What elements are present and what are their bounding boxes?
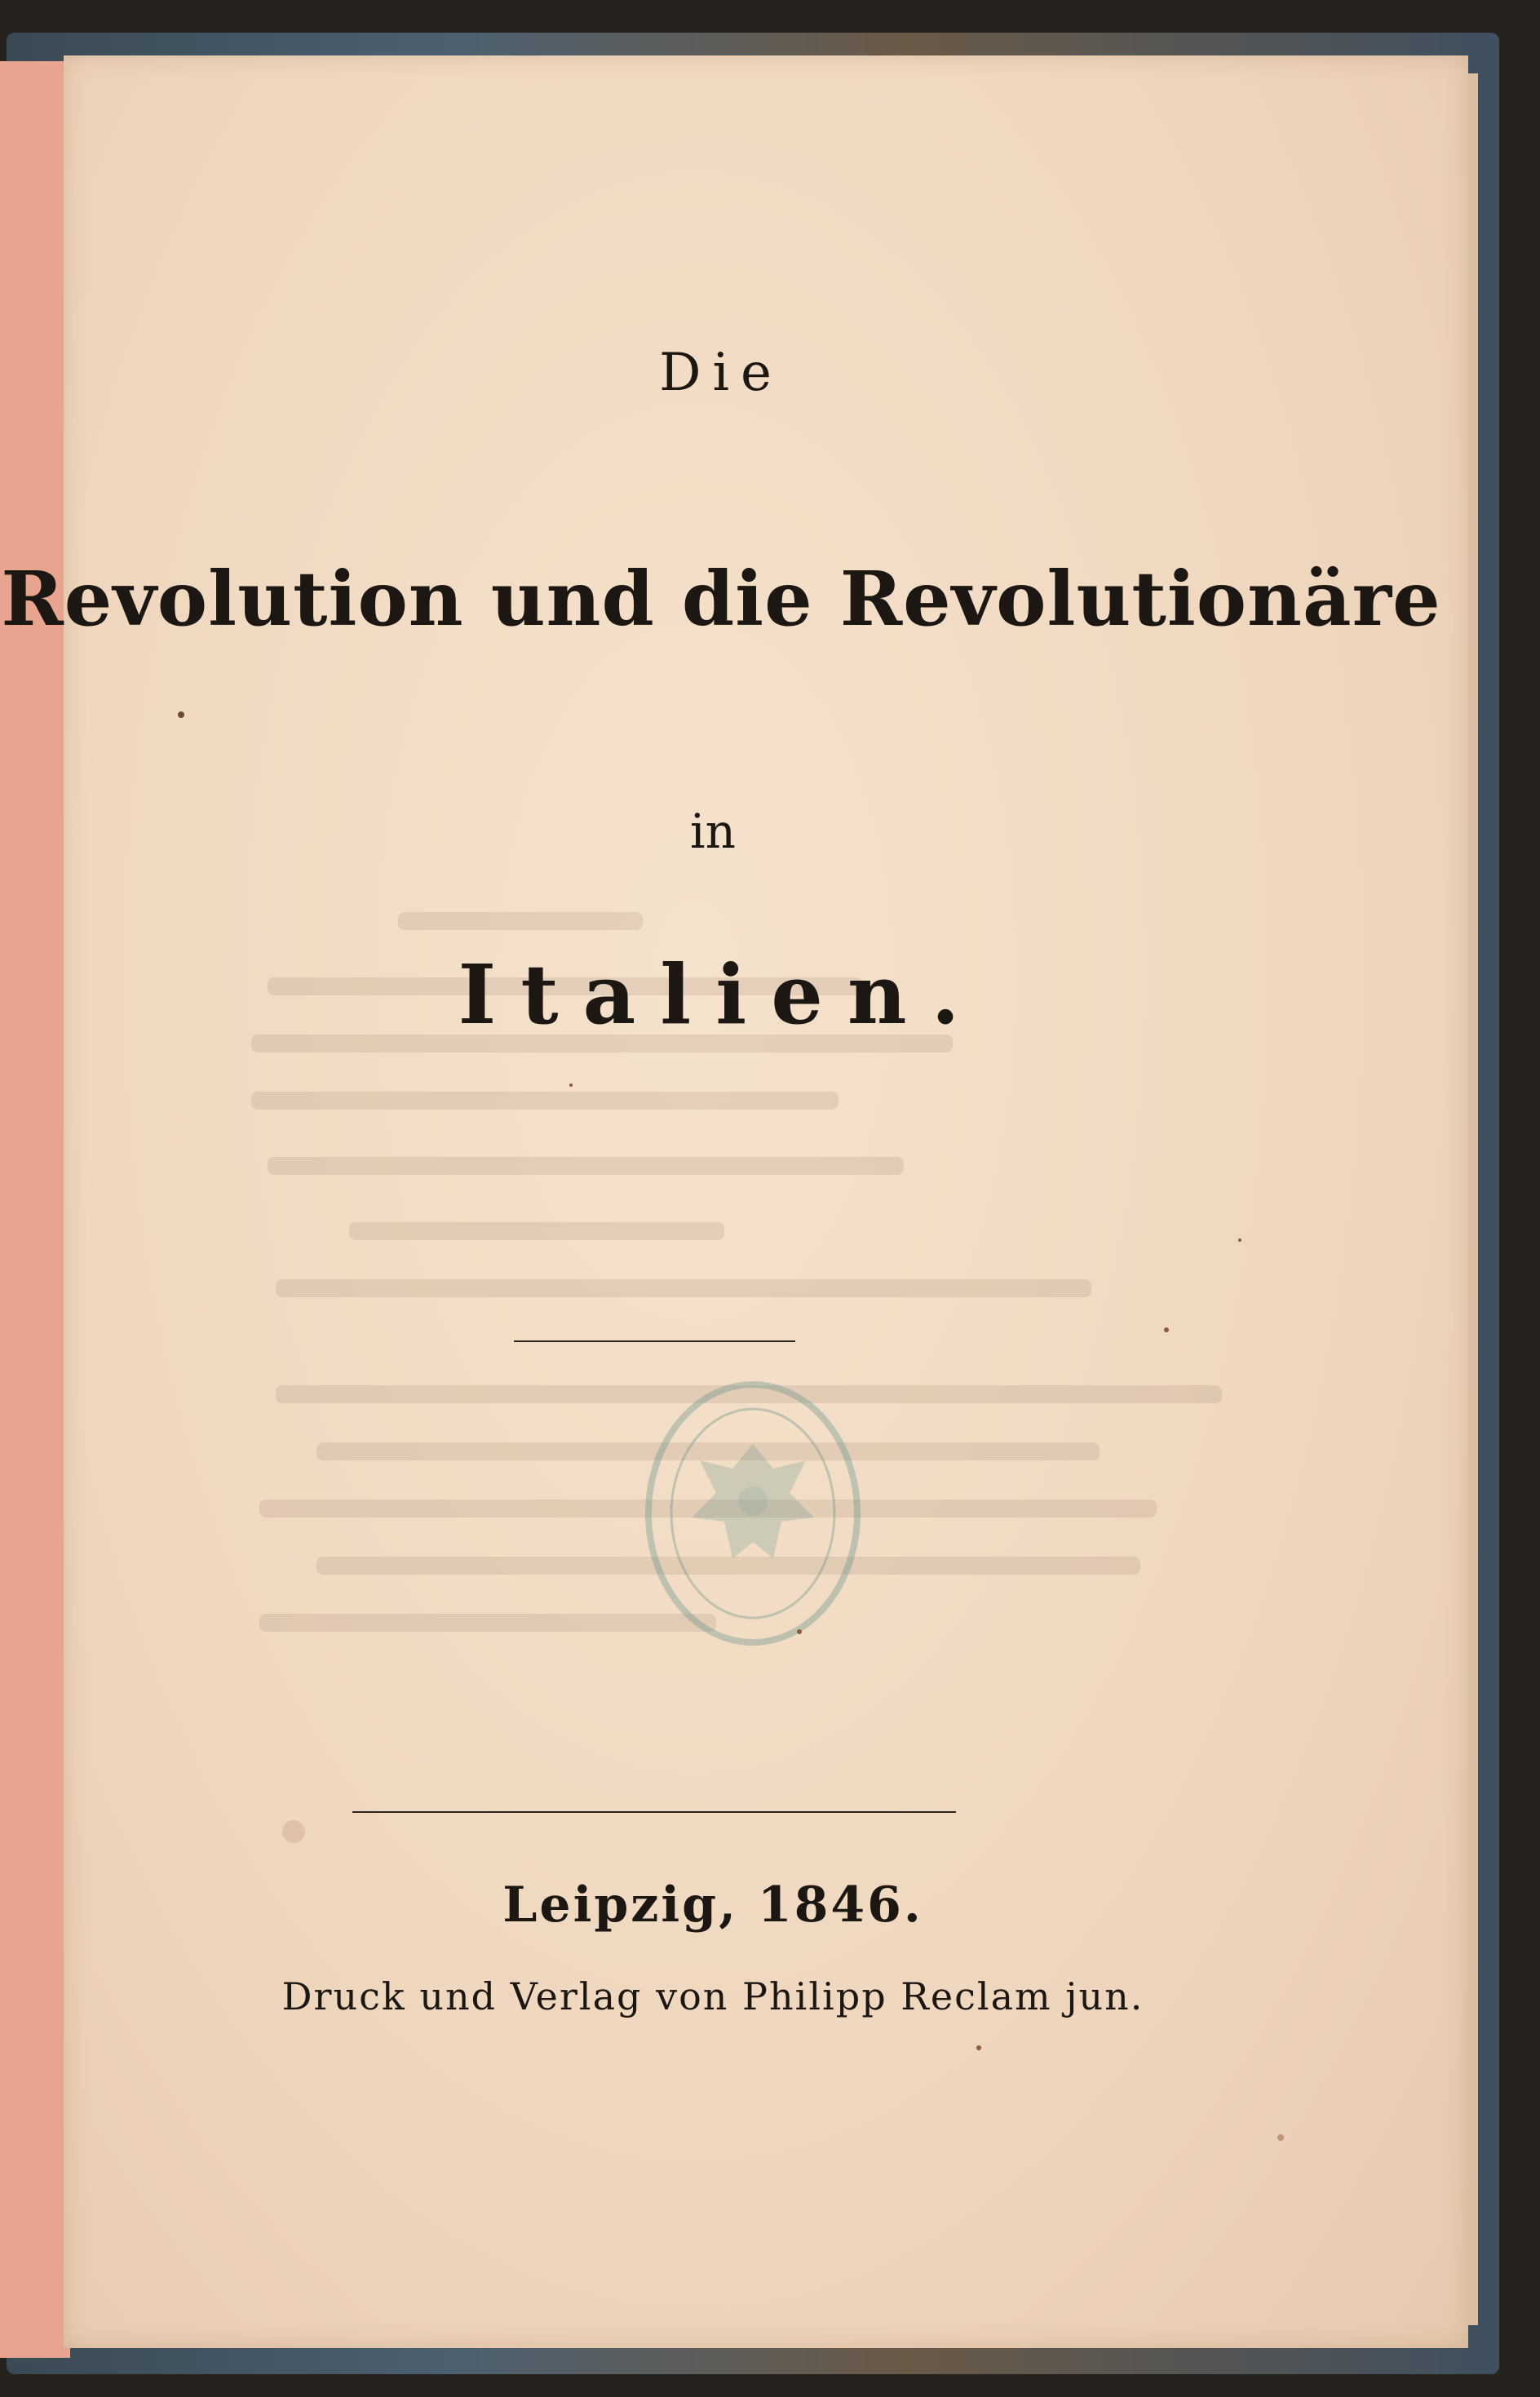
main-title: Revolution und die Revolutionäre <box>1 555 1441 643</box>
title-article: Die <box>659 343 783 403</box>
imprint-publisher: Druck und Verlag von Philipp Reclam jun. <box>281 1974 1144 2018</box>
title-preposition: in <box>690 804 736 859</box>
imprint-place-year: Leipzig, 1846. <box>502 1876 923 1934</box>
title-country: Italien. <box>458 946 985 1043</box>
